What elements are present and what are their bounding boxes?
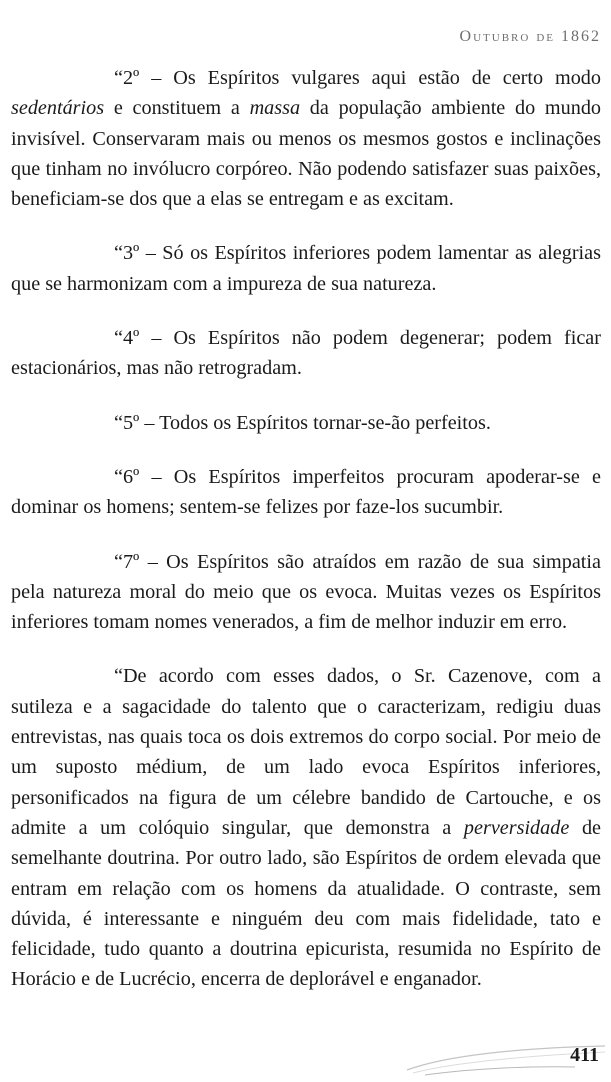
italic-text: perversidade — [463, 816, 570, 839]
paragraph — [11, 547, 601, 638]
page-footer — [405, 1030, 611, 1082]
paragraph — [11, 63, 601, 214]
text-run: “3º – Só os Espíritos inferiores podem lamentar as alegrias que se harmonizam com a impureza de sua natureza. — [11, 242, 601, 295]
text-run: “6º – Os Espíritos imperfeitos procuram apoderar-se e dominar os homens; sentem-se felizes por faze-los sucumbir. — [11, 465, 601, 519]
paragraph — [11, 238, 601, 299]
running-head: Outubro de 1862 — [459, 28, 601, 45]
text-run: “2º – Os Espíritos vulgares aqui estão de certo modo — [114, 67, 601, 89]
page-number: 411 — [570, 1044, 599, 1066]
paragraph — [11, 462, 601, 523]
paragraph — [11, 408, 601, 438]
italic-text: sedentários — [11, 97, 105, 120]
text-run: “4º – Os Espíritos não podem degenerar; podem ficar estacionários, mas não retrogradam. — [11, 327, 601, 380]
text-run: “7º – Os Espíritos são atraídos em razão de sua simpatia pela natureza moral do meio que os evoca. Muitas vezes os Espíritos inferiores tomam nomes venerados, a fim de melhor induzir em erro. — [11, 550, 601, 634]
paragraph — [11, 323, 601, 384]
text-run: de semelhante doutrina. Por outro lado, são Espíritos de ordem elevada que entram em relação com os homens da atualidade. O contraste, sem dúvida, é interessante e ninguém deu com mais fidelidade, tato e felicidade, tudo quanto a doutrina epicurista, resumida no Espírito de Horácio e de Lucrécio, encerra de deplorável e enganador. — [11, 816, 602, 991]
text-run: “5º – Todos os Espíritos tornar-se-ão perfeitos. — [114, 411, 491, 434]
paragraph — [11, 661, 601, 994]
text-run: “De acordo com esses dados, o Sr. Cazenove, com a sutileza e a sagacidade do talento que o caracterizam, redigiu duas entrevistas, nas quais toca os dois extremos do corpo social. Por meio de um suposto médium, de um lado evoca Espíritos inferiores, personificados na figura de um célebre bandido de Cartouche, e os admite a um colóquio singular, que demonstra a — [11, 665, 601, 839]
text-run: e constituem a — [104, 97, 250, 120]
text-run: da população ambiente do mundo invisível. Conservaram mais ou menos os mesmos gostos e inclinações que tinham no invólucro corpóreo. Não podendo satisfazer suas paixões, beneficiam-se dos que a elas se entregam e as excitam. — [11, 97, 602, 211]
body-text — [11, 63, 601, 995]
italic-text: massa — [249, 97, 301, 120]
